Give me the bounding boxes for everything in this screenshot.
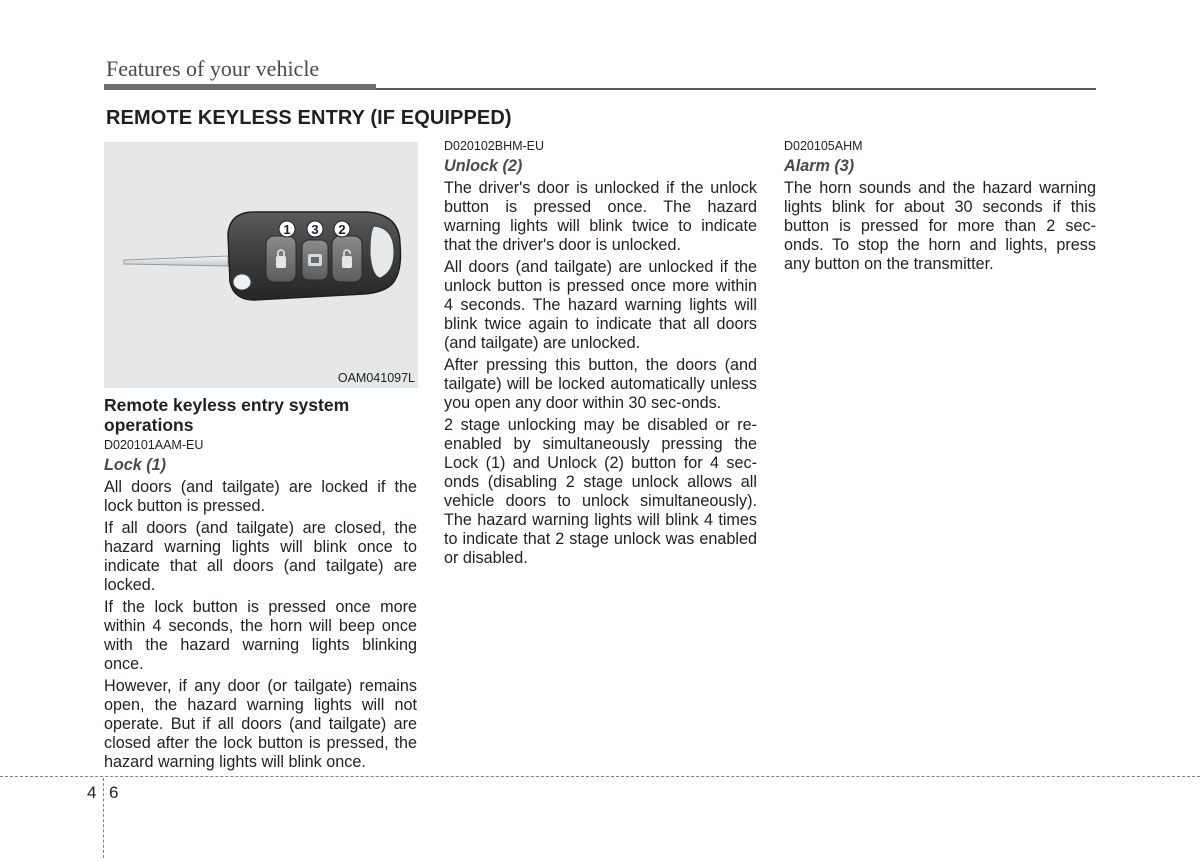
paragraph: All doors (and tailgate) are unlocked if the unlock button is pressed once more within 4 seconds. The hazard warning lights will blink twice again to indicate that all doors (and tailgate) are unlocked. — [444, 258, 757, 352]
key-blade — [124, 256, 228, 266]
callout-1 — [279, 221, 295, 237]
subsection-title-lock: Lock (1) — [104, 456, 167, 474]
footer-dashed-line — [0, 776, 1200, 777]
column-3 — [784, 139, 1096, 277]
subsection-title-alarm: Alarm (3) — [784, 157, 855, 175]
key-fob-figure — [104, 142, 418, 388]
header-rule-thin — [376, 88, 1096, 90]
key-fob-illustration — [104, 142, 418, 388]
svg-text:1: 1 — [283, 222, 291, 237]
footer-vertical-dashed-line — [103, 778, 104, 858]
page-number: 6 — [109, 783, 119, 802]
chapter-number: 4 — [87, 783, 97, 802]
callout-3 — [307, 221, 323, 237]
section-title: REMOTE KEYLESS ENTRY (IF EQUIPPED) — [106, 107, 512, 129]
unlock-icon — [342, 256, 352, 268]
lock-icon — [276, 256, 286, 268]
svg-text:2: 2 — [338, 222, 346, 237]
page-header-title: Features of your vehicle — [106, 56, 320, 81]
paragraph: After pressing this button, the doors (and tailgate) will be locked automatically unless you open any door within 30 sec-onds. — [444, 356, 757, 412]
column-1 — [104, 395, 417, 775]
figure-caption: OAM041097L — [337, 371, 415, 385]
header-rule-thick — [104, 84, 376, 90]
paragraph: All doors (and tailgate) are locked if the lock button is pressed. — [104, 478, 417, 515]
unlock-button — [332, 236, 362, 282]
doc-code: D020105AHM — [784, 139, 863, 153]
callout-2 — [334, 221, 350, 237]
lock-button — [266, 236, 296, 282]
subsection-heading: Remote keyless entry system operations — [104, 395, 350, 435]
paragraph: If all doors (and tailgate) are closed, the hazard warning lights will blink once to indicate that all doors (and tailgate) are locked. — [104, 519, 417, 594]
svg-text:3: 3 — [311, 222, 319, 237]
paragraph: However, if any door (or tailgate) remains open, the hazard warning lights will not operate. But if all doors (and tailgate) are closed after the lock button is pressed, the hazard warning lights will blink once. — [104, 677, 417, 771]
paragraph: The driver's door is unlocked if the unlock button is pressed once. The hazard warning lights will blink twice to indicate that the driver's door is unlocked. — [444, 179, 757, 254]
column-2 — [444, 139, 757, 571]
doc-code: D020101AAM-EU — [104, 438, 204, 452]
alarm-button — [302, 240, 328, 280]
subsection-title-unlock: Unlock (2) — [444, 157, 523, 175]
doc-code: D020102BHM-EU — [444, 139, 545, 153]
paragraph: If the lock button is pressed once more within 4 seconds, the horn will beep once with the hazard warning lights blinking once. — [104, 598, 417, 673]
paragraph: 2 stage unlocking may be disabled or re-enabled by simultaneously pressing the Lock (1) and Unlock (2) button for 4 sec-onds (disabling 2 stage unlock allows all vehicle doors to unlock simultaneously). The hazard warning lights will blink 4 times to indicate that 2 stage unlock was enabled or disabled. — [444, 416, 757, 567]
paragraph: The horn sounds and the hazard warning lights blink for about 30 seconds if this button is pressed for more than 2 sec-onds. To stop the horn and lights, press any button on the transmitter. — [784, 179, 1096, 273]
